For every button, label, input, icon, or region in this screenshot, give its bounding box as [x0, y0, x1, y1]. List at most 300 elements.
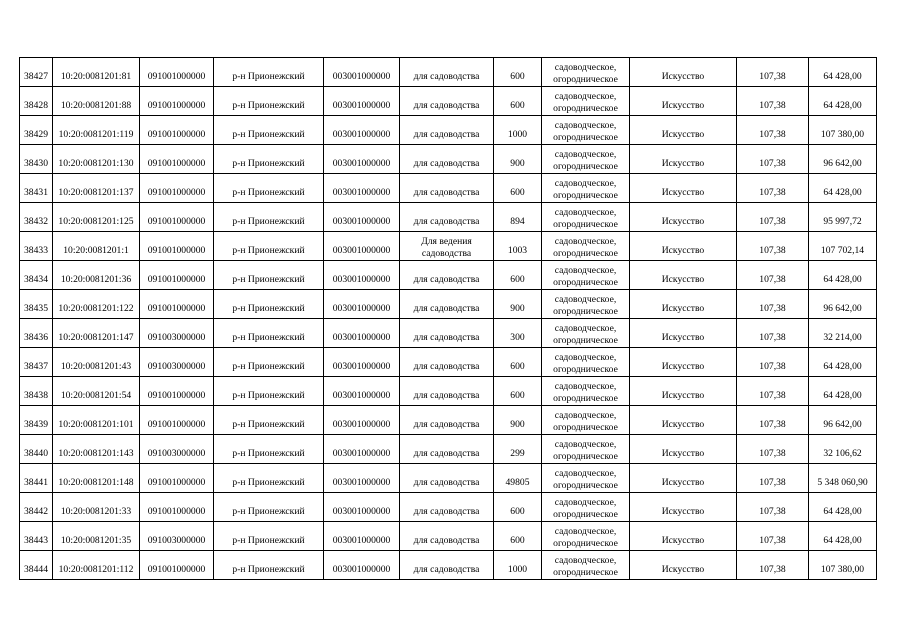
category-line-1: садоводческое,: [554, 294, 617, 305]
area-text: 900: [510, 158, 525, 169]
category-line-1: садоводческое,: [554, 497, 617, 508]
oktmo-code-cell: [140, 232, 214, 261]
oktmo-code-cell: [140, 174, 214, 203]
zone-code-text: 003001000000: [332, 303, 391, 314]
valuation-source-cell: [630, 406, 737, 435]
zone-code-cell: [324, 319, 400, 348]
unit-rate-text: 107,38: [759, 564, 786, 575]
unit-rate-cell: [737, 522, 809, 551]
unit-rate-cell: [737, 290, 809, 319]
district-cell: [214, 348, 324, 377]
cadastral-number-cell: [53, 348, 140, 377]
cadastral-number-text: 10:20:0081201:137: [58, 187, 134, 198]
oktmo-code-cell: [140, 493, 214, 522]
area-cell: [494, 87, 542, 116]
category-cell: [542, 522, 630, 551]
cadastral-number-text: 10:20:0081201:54: [60, 390, 132, 401]
valuation-source-cell: [630, 58, 737, 87]
area-cell: [494, 261, 542, 290]
unit-rate-cell: [737, 174, 809, 203]
valuation-source-cell: [630, 261, 737, 290]
district-text: р-н Прионежский: [232, 100, 305, 111]
zone-code-cell: [324, 435, 400, 464]
district-cell: [214, 406, 324, 435]
zone-code-cell: [324, 522, 400, 551]
zone-code-cell: [324, 348, 400, 377]
oktmo-code-text: 091001000000: [147, 158, 206, 169]
zone-code-text: 003001000000: [332, 535, 391, 546]
permitted-use-text: для садоводства: [413, 419, 480, 430]
zone-code-text: 003001000000: [332, 71, 391, 82]
permitted-use-text: для садоводства: [413, 535, 480, 546]
cadastral-number-cell: [53, 87, 140, 116]
category-line-2: огородническое: [553, 161, 618, 172]
table-row: [20, 319, 877, 348]
cadastral-number-text: 10:20:0081201:147: [58, 332, 134, 343]
unit-rate-cell: [737, 232, 809, 261]
row-number-text: 38440: [24, 448, 48, 459]
valuation-source-text: Искусство: [661, 419, 705, 430]
cadastral-value-cell: [809, 58, 877, 87]
cadastral-value-cell: [809, 232, 877, 261]
oktmo-code-cell: [140, 406, 214, 435]
permitted-use-cell: [400, 464, 494, 493]
valuation-source-cell: [630, 493, 737, 522]
category-cell: [542, 348, 630, 377]
row-number-cell: [20, 551, 53, 580]
cadastral-value-text: 107 380,00: [820, 129, 865, 140]
zone-code-cell: [324, 87, 400, 116]
zone-code-text: 003001000000: [332, 100, 391, 111]
permitted-use-text: для садоводства: [413, 564, 480, 575]
unit-rate-text: 107,38: [759, 332, 786, 343]
cadastral-number-cell: [53, 261, 140, 290]
table-row: [20, 58, 877, 87]
row-number-text: 38443: [24, 535, 48, 546]
table-body: [20, 58, 877, 580]
oktmo-code-text: 091001000000: [147, 245, 206, 256]
cadastral-value-cell: [809, 493, 877, 522]
cadastral-number-cell: [53, 319, 140, 348]
category-line-2: огородническое: [553, 480, 618, 491]
district-text: р-н Прионежский: [232, 506, 305, 517]
unit-rate-text: 107,38: [759, 274, 786, 285]
valuation-source-text: Искусство: [661, 245, 705, 256]
unit-rate-text: 107,38: [759, 71, 786, 82]
row-number-cell: [20, 493, 53, 522]
valuation-source-cell: [630, 464, 737, 493]
area-cell: [494, 290, 542, 319]
row-number-text: 38428: [24, 100, 48, 111]
cadastral-value-text: 64 428,00: [823, 71, 862, 82]
district-text: р-н Прионежский: [232, 274, 305, 285]
cadastral-value-cell: [809, 435, 877, 464]
cadastral-value-text: 107 380,00: [820, 564, 865, 575]
area-text: 900: [510, 419, 525, 430]
cadastral-value-text: 5 348 060,90: [817, 477, 868, 488]
area-text: 894: [510, 216, 525, 227]
row-number-text: 38442: [24, 506, 48, 517]
permitted-use-text: для садоводства: [413, 332, 480, 343]
area-cell: [494, 551, 542, 580]
permitted-use-text: для садоводства: [413, 100, 480, 111]
district-cell: [214, 377, 324, 406]
area-text: 1003: [507, 245, 528, 256]
table-row: [20, 145, 877, 174]
valuation-source-cell: [630, 116, 737, 145]
valuation-source-text: Искусство: [661, 361, 705, 372]
category-line-2: огородническое: [553, 103, 618, 114]
cadastral-number-cell: [53, 435, 140, 464]
category-line-1: садоводческое,: [554, 236, 617, 247]
district-text: р-н Прионежский: [232, 477, 305, 488]
unit-rate-cell: [737, 319, 809, 348]
cadastral-value-text: 96 642,00: [823, 158, 862, 169]
permitted-use-cell: [400, 551, 494, 580]
area-cell: [494, 464, 542, 493]
cadastral-number-cell: [53, 551, 140, 580]
category-line-1: садоводческое,: [554, 555, 617, 566]
area-text: 1000: [507, 129, 528, 140]
permitted-use-cell: [400, 145, 494, 174]
district-cell: [214, 551, 324, 580]
oktmo-code-text: 091001000000: [147, 100, 206, 111]
category-line-1: садоводческое,: [554, 381, 617, 392]
oktmo-code-text: 091003000000: [147, 448, 206, 459]
category-line-1: садоводческое,: [554, 526, 617, 537]
oktmo-code-text: 091003000000: [147, 535, 206, 546]
oktmo-code-cell: [140, 87, 214, 116]
oktmo-code-cell: [140, 145, 214, 174]
row-number-text: 38430: [24, 158, 48, 169]
category-line-1: садоводческое,: [554, 91, 617, 102]
category-line-2: огородническое: [553, 451, 618, 462]
zone-code-cell: [324, 377, 400, 406]
cadastral-value-text: 107 702,14: [820, 245, 865, 256]
area-cell: [494, 377, 542, 406]
zone-code-cell: [324, 116, 400, 145]
oktmo-code-text: 091001000000: [147, 390, 206, 401]
valuation-source-text: Искусство: [661, 274, 705, 285]
category-cell: [542, 464, 630, 493]
row-number-cell: [20, 116, 53, 145]
valuation-source-text: Искусство: [661, 100, 705, 111]
row-number-cell: [20, 406, 53, 435]
category-line-1: садоводческое,: [554, 178, 617, 189]
unit-rate-cell: [737, 145, 809, 174]
area-cell: [494, 203, 542, 232]
district-text: р-н Прионежский: [232, 361, 305, 372]
area-cell: [494, 493, 542, 522]
permitted-use-text: для садоводства: [413, 129, 480, 140]
zone-code-text: 003001000000: [332, 187, 391, 198]
oktmo-code-cell: [140, 261, 214, 290]
unit-rate-text: 107,38: [759, 506, 786, 517]
cadastral-number-text: 10:20:0081201:125: [58, 216, 134, 227]
area-text: 49805: [505, 477, 530, 488]
category-cell: [542, 87, 630, 116]
category-cell: [542, 435, 630, 464]
area-text: 600: [510, 361, 525, 372]
category-line-2: огородническое: [553, 74, 618, 85]
unit-rate-cell: [737, 116, 809, 145]
cadastral-value-cell: [809, 203, 877, 232]
valuation-source-cell: [630, 87, 737, 116]
permitted-use-cell: [400, 406, 494, 435]
category-cell: [542, 261, 630, 290]
zone-code-cell: [324, 174, 400, 203]
zone-code-text: 003001000000: [332, 216, 391, 227]
permitted-use-cell: [400, 319, 494, 348]
valuation-source-text: Искусство: [661, 332, 705, 343]
unit-rate-text: 107,38: [759, 100, 786, 111]
permitted-use-text: для садоводства: [413, 158, 480, 169]
district-cell: [214, 464, 324, 493]
oktmo-code-cell: [140, 377, 214, 406]
permitted-use-text: для садоводства: [413, 506, 480, 517]
area-text: 299: [510, 448, 525, 459]
row-number-cell: [20, 319, 53, 348]
valuation-source-text: Искусство: [661, 564, 705, 575]
category-cell: [542, 174, 630, 203]
table-row: [20, 406, 877, 435]
unit-rate-cell: [737, 261, 809, 290]
permitted-use-text: для садоводства: [413, 361, 480, 372]
oktmo-code-text: 091003000000: [147, 332, 206, 343]
cadastral-number-text: 10:20:0081201:112: [58, 564, 134, 575]
district-text: р-н Прионежский: [232, 187, 305, 198]
cadastral-number-text: 10:20:0081201:148: [58, 477, 134, 488]
unit-rate-text: 107,38: [759, 245, 786, 256]
area-text: 900: [510, 303, 525, 314]
cadastral-value-text: 95 997,72: [823, 216, 862, 227]
cadastral-number-text: 10:20:0081201:122: [58, 303, 134, 314]
cadastral-number-text: 10:20:0081201:81: [60, 71, 132, 82]
zone-code-cell: [324, 290, 400, 319]
zone-code-text: 003001000000: [332, 245, 391, 256]
permitted-use-line-1: Для ведения: [421, 236, 472, 247]
permitted-use-text: для садоводства: [413, 216, 480, 227]
permitted-use-cell: [400, 493, 494, 522]
row-number-text: 38435: [24, 303, 48, 314]
unit-rate-cell: [737, 435, 809, 464]
oktmo-code-text: 091001000000: [147, 274, 206, 285]
area-cell: [494, 58, 542, 87]
cadastral-number-text: 10:20:0081201:36: [60, 274, 132, 285]
row-number-cell: [20, 232, 53, 261]
oktmo-code-text: 091003000000: [147, 361, 206, 372]
zone-code-text: 003001000000: [332, 419, 391, 430]
category-cell: [542, 493, 630, 522]
unit-rate-cell: [737, 551, 809, 580]
district-cell: [214, 232, 324, 261]
zone-code-cell: [324, 232, 400, 261]
row-number-cell: [20, 464, 53, 493]
area-text: 600: [510, 506, 525, 517]
district-cell: [214, 145, 324, 174]
row-number-text: 38433: [24, 245, 48, 256]
cadastral-value-text: 32 214,00: [823, 332, 862, 343]
row-number-cell: [20, 58, 53, 87]
valuation-source-text: Искусство: [661, 303, 705, 314]
row-number-cell: [20, 522, 53, 551]
oktmo-code-text: 091001000000: [147, 506, 206, 517]
district-cell: [214, 58, 324, 87]
area-cell: [494, 319, 542, 348]
cadastral-number-cell: [53, 493, 140, 522]
oktmo-code-text: 091001000000: [147, 303, 206, 314]
row-number-text: 38438: [24, 390, 48, 401]
district-text: р-н Прионежский: [232, 535, 305, 546]
cadastral-value-text: 64 428,00: [823, 535, 862, 546]
category-line-2: огородническое: [553, 538, 618, 549]
permitted-use-text: для садоводства: [413, 477, 480, 488]
cadastral-number-text: 10:20:0081201:101: [58, 419, 134, 430]
category-line-1: садоводческое,: [554, 352, 617, 363]
zone-code-text: 003001000000: [332, 390, 391, 401]
cadastral-value-text: 64 428,00: [823, 506, 862, 517]
cadastral-table: [19, 57, 877, 580]
cadastral-value-cell: [809, 348, 877, 377]
category-cell: [542, 406, 630, 435]
zone-code-text: 003001000000: [332, 274, 391, 285]
zone-code-cell: [324, 145, 400, 174]
area-text: 600: [510, 535, 525, 546]
district-cell: [214, 261, 324, 290]
row-number-text: 38437: [24, 361, 48, 372]
oktmo-code-text: 091001000000: [147, 71, 206, 82]
cadastral-value-text: 64 428,00: [823, 390, 862, 401]
category-cell: [542, 232, 630, 261]
zone-code-cell: [324, 406, 400, 435]
oktmo-code-cell: [140, 551, 214, 580]
permitted-use-cell: [400, 116, 494, 145]
cadastral-value-cell: [809, 377, 877, 406]
category-cell: [542, 116, 630, 145]
valuation-source-cell: [630, 348, 737, 377]
row-number-cell: [20, 87, 53, 116]
cadastral-value-cell: [809, 290, 877, 319]
area-cell: [494, 435, 542, 464]
category-line-2: огородническое: [553, 393, 618, 404]
permitted-use-text: для садоводства: [413, 390, 480, 401]
district-text: р-н Прионежский: [232, 129, 305, 140]
unit-rate-text: 107,38: [759, 158, 786, 169]
category-line-2: огородническое: [553, 190, 618, 201]
category-line-2: огородническое: [553, 422, 618, 433]
zone-code-text: 003001000000: [332, 477, 391, 488]
area-cell: [494, 232, 542, 261]
table-row: [20, 435, 877, 464]
zone-code-text: 003001000000: [332, 448, 391, 459]
district-cell: [214, 203, 324, 232]
valuation-source-text: Искусство: [661, 216, 705, 227]
cadastral-number-cell: [53, 406, 140, 435]
cadastral-number-text: 10:20:0081201:119: [58, 129, 134, 140]
category-cell: [542, 551, 630, 580]
row-number-cell: [20, 377, 53, 406]
permitted-use-cell: [400, 232, 494, 261]
unit-rate-cell: [737, 464, 809, 493]
permitted-use-cell: [400, 203, 494, 232]
valuation-source-text: Искусство: [661, 448, 705, 459]
area-cell: [494, 348, 542, 377]
unit-rate-text: 107,38: [759, 187, 786, 198]
oktmo-code-cell: [140, 435, 214, 464]
district-cell: [214, 522, 324, 551]
row-number-cell: [20, 261, 53, 290]
row-number-cell: [20, 203, 53, 232]
valuation-source-cell: [630, 319, 737, 348]
category-line-1: садоводческое,: [554, 323, 617, 334]
category-line-1: садоводческое,: [554, 62, 617, 73]
permitted-use-text: для садоводства: [413, 187, 480, 198]
row-number-text: 38439: [24, 419, 48, 430]
unit-rate-text: 107,38: [759, 129, 786, 140]
cadastral-value-text: 96 642,00: [823, 419, 862, 430]
valuation-source-text: Искусство: [661, 506, 705, 517]
table-row: [20, 203, 877, 232]
area-text: 600: [510, 100, 525, 111]
unit-rate-cell: [737, 348, 809, 377]
unit-rate-text: 107,38: [759, 390, 786, 401]
valuation-source-cell: [630, 203, 737, 232]
permitted-use-cell: [400, 290, 494, 319]
row-number-text: 38444: [24, 564, 48, 575]
category-cell: [542, 58, 630, 87]
valuation-source-text: Искусство: [661, 158, 705, 169]
row-number-text: 38427: [24, 71, 48, 82]
category-line-2: огородническое: [553, 219, 618, 230]
area-text: 600: [510, 390, 525, 401]
table-row: [20, 348, 877, 377]
valuation-source-cell: [630, 435, 737, 464]
table-row: [20, 551, 877, 580]
unit-rate-text: 107,38: [759, 361, 786, 372]
category-line-1: садоводческое,: [554, 120, 617, 131]
valuation-source-text: Искусство: [661, 390, 705, 401]
district-cell: [214, 290, 324, 319]
district-text: р-н Прионежский: [232, 419, 305, 430]
category-cell: [542, 203, 630, 232]
area-cell: [494, 145, 542, 174]
row-number-text: 38429: [24, 129, 48, 140]
oktmo-code-text: 091001000000: [147, 129, 206, 140]
district-cell: [214, 87, 324, 116]
zone-code-cell: [324, 203, 400, 232]
zone-code-text: 003001000000: [332, 361, 391, 372]
area-text: 600: [510, 274, 525, 285]
cadastral-number-text: 10:20:0081201:43: [60, 361, 132, 372]
zone-code-cell: [324, 261, 400, 290]
cadastral-number-text: 10:20:0081201:33: [60, 506, 132, 517]
table-row: [20, 232, 877, 261]
permitted-use-cell: [400, 174, 494, 203]
cadastral-number-text: 10:20:0081201:88: [60, 100, 132, 111]
oktmo-code-cell: [140, 290, 214, 319]
permitted-use-text: для садоводства: [413, 274, 480, 285]
category-line-2: огородническое: [553, 567, 618, 578]
permitted-use-cell: [400, 348, 494, 377]
district-cell: [214, 174, 324, 203]
district-cell: [214, 319, 324, 348]
cadastral-number-cell: [53, 232, 140, 261]
category-line-1: садоводческое,: [554, 410, 617, 421]
category-line-1: садоводческое,: [554, 149, 617, 160]
valuation-source-text: Искусство: [661, 477, 705, 488]
cadastral-value-text: 32 106,62: [823, 448, 862, 459]
permitted-use-text: для садоводства: [413, 303, 480, 314]
